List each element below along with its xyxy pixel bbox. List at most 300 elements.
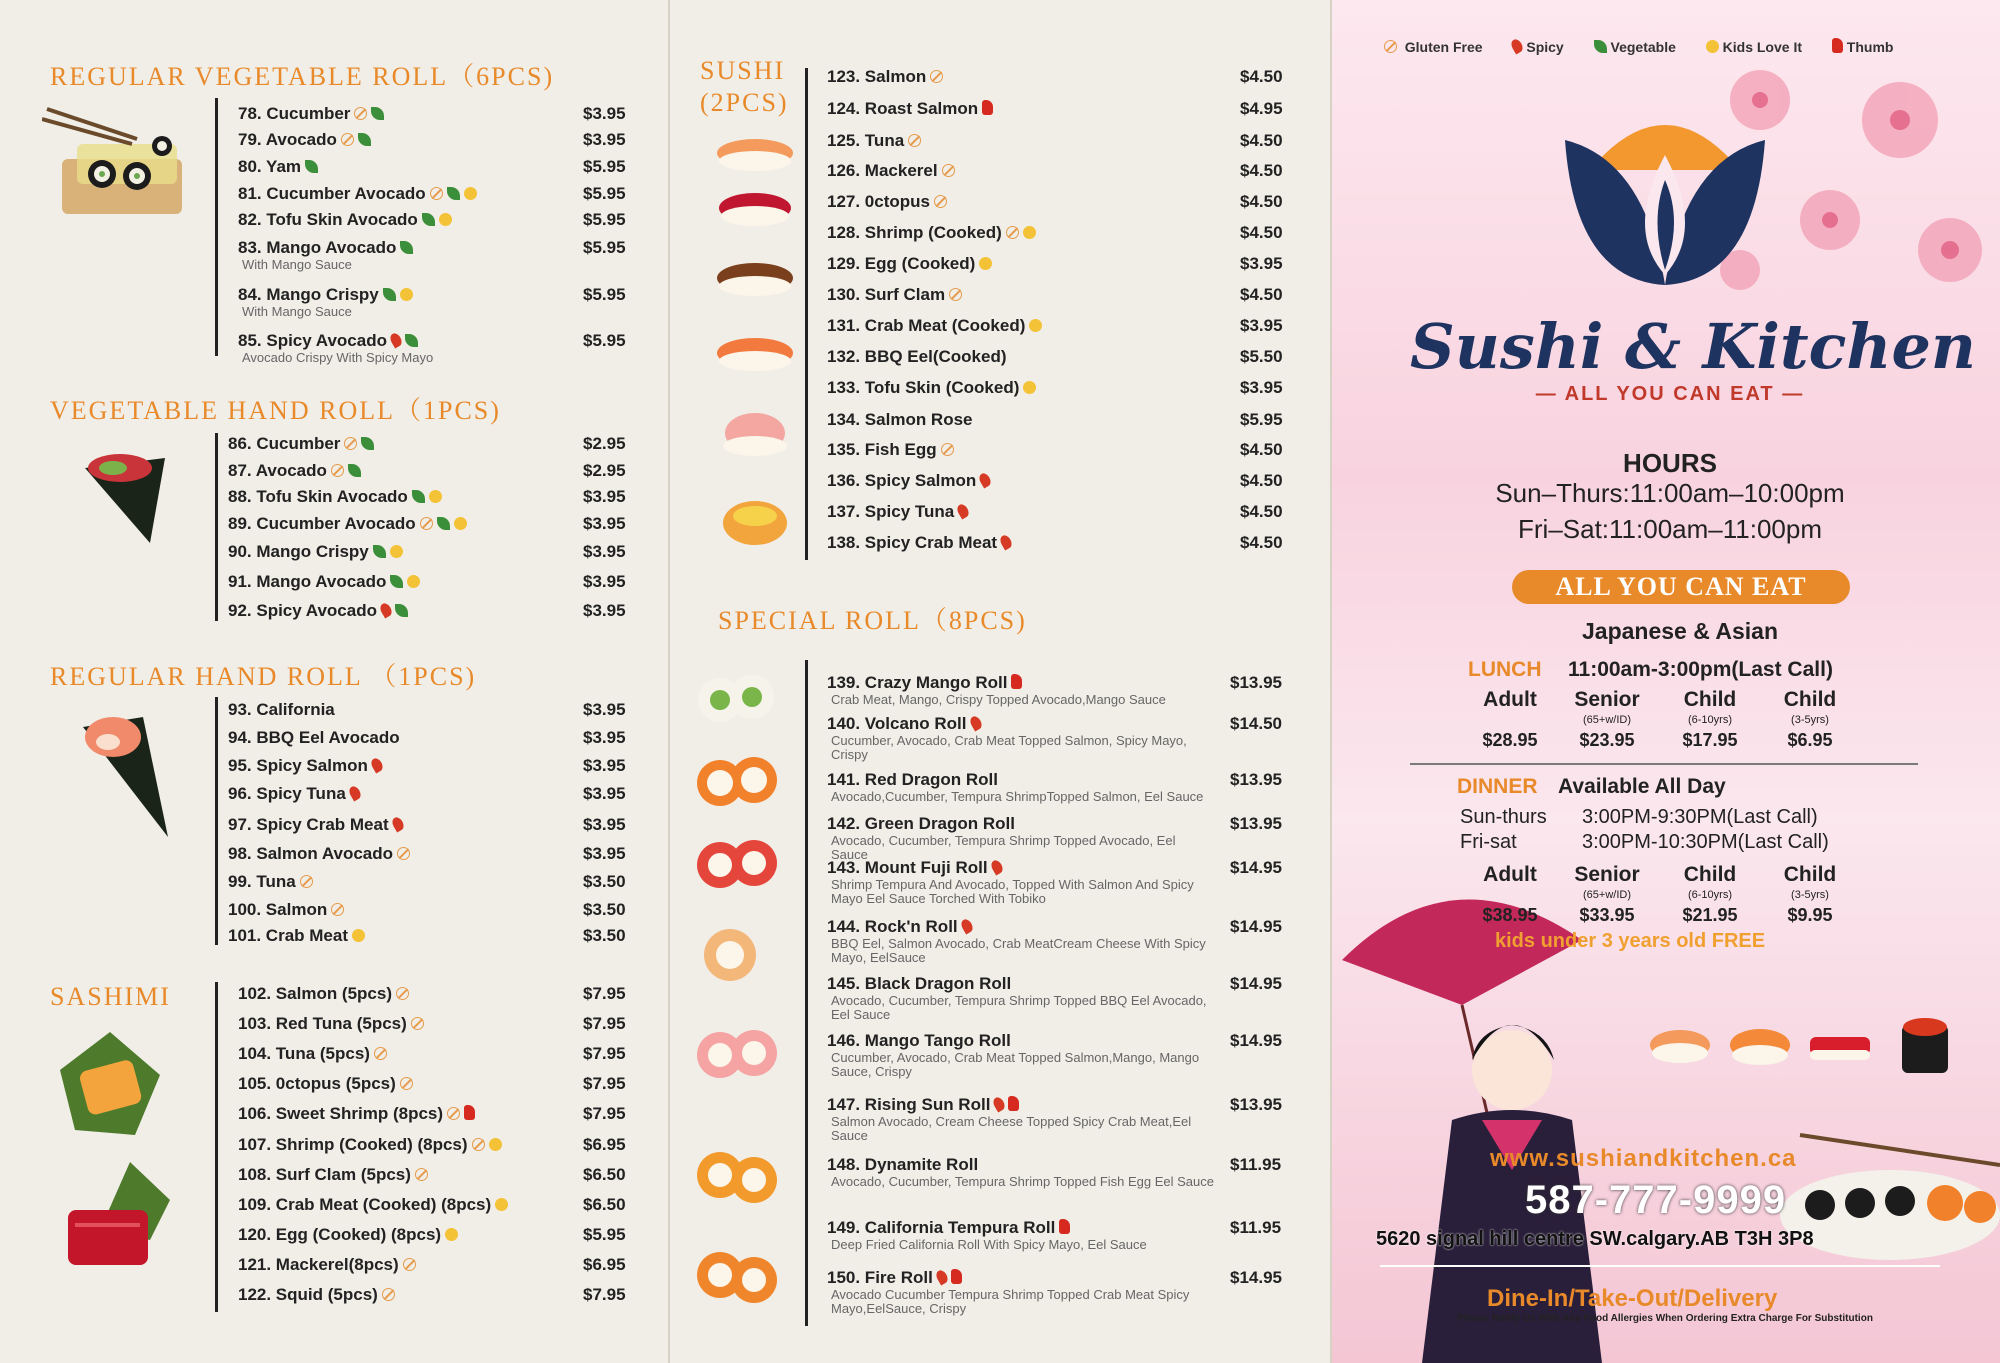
lunch-time: 11:00am-3:00pm(Last Call) (1568, 658, 1833, 681)
menu-item-label: 78. Cucumber (238, 104, 351, 123)
regular-hand-roll-image (78, 712, 178, 842)
hours-line2: Fri–Sat:11:00am–11:00pm (1518, 514, 1822, 544)
menu-item (827, 347, 1007, 367)
dinner-availability: Available All Day (1558, 775, 1726, 798)
menu-item-price: $4.50 (1240, 440, 1283, 459)
vegetable-icon (390, 575, 403, 588)
gluten-free-icon (908, 134, 921, 147)
menu-item-label: 132. BBQ Eel(Cooked) (827, 347, 1007, 366)
menu-item-description: BBQ Eel, Salmon Avocado, Crab MeatCream Cheese With Spicy Mayo, EelSauce (831, 936, 1206, 965)
menu-item-price: $3.95 (583, 601, 626, 620)
menu-item (228, 601, 408, 621)
brand-name: Sushi & Kitchen (1410, 310, 1976, 383)
section-title-regular-veg-roll: REGULAR VEGETABLE ROLL（6PCS) (50, 62, 555, 91)
kids-love-it-icon (1029, 319, 1042, 332)
menu-item (827, 974, 1215, 1022)
menu-item-description: Shrimp Tempura And Avocado, Topped With Salmon And Spicy Mayo Eel Sauce Torched With Tobiko (831, 877, 1194, 906)
menu-item-description: Avocado Cucumber Tempura Shrimp Topped Crab Meat Spicy Mayo,EelSauce, Crispy (831, 1287, 1190, 1316)
hours-line1: Sun–Thurs:11:00am–10:00pm (1495, 478, 1845, 508)
spicy-icon (1510, 37, 1526, 54)
vegetable-icon (395, 604, 408, 617)
gluten-free-icon (934, 195, 947, 208)
thumb-icon (464, 1105, 475, 1120)
menu-item (827, 192, 947, 212)
menu-item-label: 80. Yam (238, 157, 302, 176)
menu-item (228, 844, 410, 864)
menu-item-label: 103. Red Tuna (5pcs) (238, 1014, 407, 1033)
legend-thumb: Thumb (1846, 39, 1894, 55)
menu-item-price: $3.95 (583, 104, 626, 123)
price-tier-note: (6-10yrs) (1687, 714, 1732, 726)
gluten-free-icon (415, 1168, 428, 1181)
kids-love-it-icon (400, 288, 413, 301)
price-tier-name: Senior (1574, 688, 1640, 711)
menu-item (238, 1165, 428, 1185)
hours-title: HOURS (1623, 448, 1717, 478)
menu-item-price: $5.95 (583, 1225, 626, 1244)
sushi-images (700, 128, 810, 558)
spicy-icon (934, 1268, 950, 1285)
price-tier-note: (3-5yrs) (1791, 889, 1829, 901)
menu-item-label: 93. California (228, 700, 335, 719)
gluten-free-icon (396, 987, 409, 1000)
divider (215, 98, 218, 356)
menu-item (228, 487, 442, 507)
menu-item-price: $7.95 (583, 1285, 626, 1304)
kids-love-it-icon (454, 517, 467, 530)
menu-item-price: $5.95 (583, 210, 626, 229)
menu-item-label: 85. Spicy Avocado (238, 331, 387, 350)
spicy-icon (968, 714, 984, 731)
vegetable-icon (405, 334, 418, 347)
menu-item-label: 104. Tuna (5pcs) (238, 1044, 370, 1063)
menu-item (238, 1255, 416, 1275)
spicy-icon (992, 1095, 1008, 1112)
menu-item-description: Avocado Crispy With Spicy Mayo (242, 350, 434, 365)
kids-free-note: kids under 3 years old FREE (1495, 930, 1766, 952)
menu-item-label: 146. Mango Tango Roll (827, 1031, 1011, 1050)
gluten-free-icon (400, 1077, 413, 1090)
menu-item (827, 673, 1166, 707)
menu-item-label: 126. Mackerel (827, 161, 938, 180)
veg-roll-image (42, 104, 202, 224)
menu-item (238, 1044, 387, 1064)
menu-item-price: $5.95 (583, 331, 626, 350)
menu-item-price: $14.95 (1230, 858, 1282, 877)
menu-item-price: $7.95 (583, 1014, 626, 1033)
gluten-free-icon (942, 164, 955, 177)
dinner-label: DINNER (1457, 775, 1538, 798)
divider (805, 660, 808, 1326)
menu-item (827, 533, 1011, 553)
vegetable-icon (412, 490, 425, 503)
menu-item (827, 1095, 1215, 1143)
menu-item-price: $14.95 (1230, 974, 1282, 993)
menu-item-label: 106. Sweet Shrimp (8pcs) (238, 1104, 444, 1123)
website-link[interactable]: www.sushiandkitchen.ca (1490, 1145, 1797, 1172)
vegetable-icon (447, 187, 460, 200)
menu-item-price: $3.95 (583, 756, 626, 775)
price-tier-price: $6.95 (1787, 730, 1833, 750)
special-roll-images (690, 665, 785, 1325)
menu-item-price: $6.50 (583, 1195, 626, 1214)
sashimi-tuna-image (60, 1160, 175, 1280)
menu-item (827, 1268, 1215, 1316)
menu-item (827, 131, 921, 151)
menu-item-price: $3.95 (583, 572, 626, 591)
price-tier-name: Adult (1483, 863, 1537, 886)
menu-item-price: $3.50 (583, 872, 626, 891)
menu-item-price: $14.50 (1230, 714, 1282, 733)
menu-item (827, 440, 954, 460)
menu-item-label: 101. Crab Meat (228, 926, 348, 945)
menu-item-label: 83. Mango Avocado (238, 238, 397, 257)
menu-item-price: $11.95 (1230, 1218, 1282, 1237)
menu-item-label: 89. Cucumber Avocado (228, 514, 416, 533)
menu-item (228, 872, 313, 892)
menu-item-label: 128. Shrimp (Cooked) (827, 223, 1002, 242)
menu-item-price: $4.50 (1240, 471, 1283, 490)
legend-gluten-free: Gluten Free (1404, 39, 1483, 55)
menu-item-label: 148. Dynamite Roll (827, 1155, 979, 1174)
phone-number[interactable]: 587-777-9999 (1525, 1178, 1787, 1222)
menu-item-price: $4.50 (1240, 192, 1283, 211)
menu-item (827, 1031, 1215, 1079)
price-tier-name: Child (1783, 863, 1837, 886)
menu-item-price: $5.50 (1240, 347, 1283, 366)
menu-item-label: 84. Mango Crispy (238, 285, 379, 304)
kids-love-it-icon (495, 1198, 508, 1211)
menu-item-label: 127. 0ctopus (827, 192, 930, 211)
menu-item (238, 285, 413, 319)
price-tier-price: $38.95 (1482, 905, 1538, 925)
gluten-free-icon (331, 903, 344, 916)
menu-item-label: 91. Mango Avocado (228, 572, 387, 591)
thumb-icon (1008, 1096, 1019, 1111)
gluten-free-icon (930, 70, 943, 83)
kids-love-it-icon (439, 213, 452, 226)
menu-item (827, 410, 973, 430)
menu-item-label: 86. Cucumber (228, 434, 341, 453)
menu-item-label: 95. Spicy Salmon (228, 756, 368, 775)
gluten-free-icon (472, 1138, 485, 1151)
menu-item-label: 98. Salmon Avocado (228, 844, 394, 863)
menu-item-label: 138. Spicy Crab Meat (827, 533, 998, 552)
menu-item-label: 144. Rock'n Roll (827, 917, 958, 936)
legend-spicy: Spicy (1526, 39, 1564, 55)
menu-item-label: 102. Salmon (5pcs) (238, 984, 393, 1003)
menu-item-price: $3.95 (583, 784, 626, 803)
menu-item-price: $14.95 (1230, 917, 1282, 936)
menu-item-label: 141. Red Dragon Roll (827, 770, 998, 789)
kids-love-it-icon (445, 1228, 458, 1241)
menu-item-label: 129. Egg (Cooked) (827, 254, 976, 273)
gluten-free-icon (397, 847, 410, 860)
menu-item-label: 135. Fish Egg (827, 440, 937, 459)
section-title-sashimi: SASHIMI (50, 982, 171, 1011)
menu-item-label: 134. Salmon Rose (827, 410, 973, 429)
section-title-special-roll: SPECIAL ROLL（8PCS) (718, 606, 1027, 635)
menu-item (827, 99, 993, 119)
vegetable-icon (422, 213, 435, 226)
vegetable-icon (1594, 40, 1607, 53)
menu-item (238, 238, 413, 272)
gluten-free-icon (403, 1258, 416, 1271)
menu-item (827, 917, 1215, 965)
menu-item-label: 131. Crab Meat (Cooked) (827, 316, 1026, 335)
menu-item (827, 814, 1215, 862)
gluten-free-icon (331, 464, 344, 477)
kids-love-it-icon (979, 257, 992, 270)
menu-item (238, 1104, 475, 1124)
sushi-decoration (1640, 1005, 1960, 1085)
kids-love-it-icon (390, 545, 403, 558)
divider (215, 982, 218, 1312)
dinner-row2-time: 3:00PM-10:30PM(Last Call) (1582, 831, 1829, 853)
menu-item (228, 461, 361, 481)
menu-item-label: 150. Fire Roll (827, 1268, 933, 1287)
menu-item-label: 82. Tofu Skin Avocado (238, 210, 418, 229)
menu-item-price: $11.95 (1230, 1155, 1282, 1174)
cuisine-label: Japanese & Asian (1581, 618, 1779, 644)
vegetable-icon (400, 241, 413, 254)
menu-item (228, 900, 344, 920)
gluten-free-icon (949, 288, 962, 301)
menu-item-label: 143. Mount Fuji Roll (827, 858, 988, 877)
address: 5620 signal hill centre SW.calgary.AB T3H 3P8 (1376, 1228, 1814, 1250)
allergy-note: Please Notify Us With Any Food Allergies When Ordering Extra Charge For Substitution (1457, 1313, 1873, 1324)
vegetable-icon (348, 464, 361, 477)
spicy-icon (959, 917, 975, 934)
spicy-icon (989, 858, 1005, 875)
menu-item-label: 139. Crazy Mango Roll (827, 673, 1008, 692)
kids-love-it-icon (407, 575, 420, 588)
price-tier-note: (65+w/ID) (1583, 889, 1631, 901)
price-tier-name: Child (1683, 688, 1737, 711)
thumb-icon (1059, 1219, 1070, 1234)
menu-item (238, 210, 452, 230)
menu-item-price: $4.50 (1240, 161, 1283, 180)
menu-item (228, 815, 403, 835)
menu-item (827, 471, 990, 491)
menu-item-price: $7.95 (583, 984, 626, 1003)
legend-kids: Kids Love It (1722, 39, 1803, 55)
menu-item (827, 67, 943, 87)
menu-item-price: $6.95 (583, 1255, 626, 1274)
menu-item-label: 90. Mango Crispy (228, 542, 369, 561)
menu-item (228, 700, 335, 720)
menu-item-price: $3.95 (1240, 254, 1283, 273)
divider (1380, 1265, 1940, 1267)
menu-item-price: $7.95 (583, 1074, 626, 1093)
menu-item-price: $4.50 (1240, 223, 1283, 242)
gluten-free-icon (374, 1047, 387, 1060)
section-title-regular-hand-roll: REGULAR HAND ROLL （1PCS) (50, 662, 477, 691)
vegetable-icon (358, 133, 371, 146)
price-tier-name: Child (1683, 863, 1737, 886)
price-tier-note: (3-5yrs) (1791, 714, 1829, 726)
menu-item-price: $3.95 (583, 514, 626, 533)
menu-item-label: 122. Squid (5pcs) (238, 1285, 378, 1304)
price-tier-price: $28.95 (1482, 730, 1538, 750)
menu-item-price: $3.50 (583, 900, 626, 919)
service-options: Dine-In/Take-Out/Delivery (1487, 1285, 1778, 1312)
menu-item-label: 109. Crab Meat (Cooked) (8pcs) (238, 1195, 492, 1214)
tagline-text: ALL YOU CAN EAT (1564, 383, 1775, 405)
gluten-free-icon (411, 1017, 424, 1030)
menu-item-label: 92. Spicy Avocado (228, 601, 377, 620)
menu-item-price: $5.95 (583, 238, 626, 257)
menu-item (827, 502, 968, 522)
price-tier-price: $33.95 (1579, 905, 1635, 925)
price-tier-price: $23.95 (1579, 730, 1635, 750)
menu-item (238, 1074, 413, 1094)
vegetable-icon (361, 437, 374, 450)
kids-love-it-icon (1023, 226, 1036, 239)
dinner-row1-day: Sun-thurs (1460, 806, 1547, 828)
menu-item-label: 99. Tuna (228, 872, 296, 891)
menu-item-price: $6.50 (583, 1165, 626, 1184)
gluten-free-icon (447, 1107, 460, 1120)
menu-item-price: $3.95 (1240, 316, 1283, 335)
price-tier-note: (6-10yrs) (1687, 889, 1732, 901)
gluten-free-icon (1384, 40, 1397, 53)
brand-tagline: — ALL YOU CAN EAT — (1535, 383, 1805, 405)
menu-item-label: 123. Salmon (827, 67, 927, 86)
menu-item-price: $5.95 (583, 157, 626, 176)
vegetable-icon (383, 288, 396, 301)
spicy-icon (378, 601, 394, 618)
menu-item (238, 1014, 424, 1034)
brand-logo-icon (1555, 100, 1775, 300)
menu-item (238, 104, 384, 124)
menu-item-price: $5.95 (583, 184, 626, 203)
menu-item-description: Deep Fried California Roll With Spicy Mayo, Eel Sauce (831, 1237, 1147, 1252)
menu-item-price: $3.95 (583, 844, 626, 863)
menu-item-price: $5.95 (1240, 410, 1283, 429)
menu-item-label: 125. Tuna (827, 131, 905, 150)
kids-love-it-icon (429, 490, 442, 503)
thumb-icon (982, 100, 993, 115)
menu-item-description: With Mango Sauce (242, 257, 352, 272)
section-title-sushi-pcs: (2PCS) (700, 88, 789, 117)
menu-item (238, 331, 433, 365)
menu-item-price: $2.95 (583, 434, 626, 453)
menu-item-price: $3.95 (583, 728, 626, 747)
menu-item-label: 88. Tofu Skin Avocado (228, 487, 408, 506)
lunch-label: LUNCH (1468, 658, 1542, 681)
menu-item-label: 149. California Tempura Roll (827, 1218, 1056, 1237)
menu-item-price: $3.95 (583, 542, 626, 561)
price-tier-note: (65+w/ID) (1583, 714, 1631, 726)
kids-love-it-icon (464, 187, 477, 200)
menu-item-price: $13.95 (1230, 814, 1282, 833)
menu-item (827, 1218, 1147, 1252)
gluten-free-icon (300, 875, 313, 888)
menu-item-price: $3.95 (583, 700, 626, 719)
menu-item-description: With Mango Sauce (242, 304, 352, 319)
menu-item (827, 316, 1042, 336)
menu-item-price: $13.95 (1230, 673, 1282, 692)
menu-item (238, 184, 477, 204)
menu-item (827, 714, 1215, 762)
menu-item (238, 1195, 508, 1215)
menu-item (827, 285, 962, 305)
menu-item-label: 145. Black Dragon Roll (827, 974, 1012, 993)
menu-item-label: 96. Spicy Tuna (228, 784, 346, 803)
menu-item (827, 1155, 1214, 1189)
menu-item (228, 784, 360, 804)
menu-item (238, 1285, 395, 1305)
menu-item (827, 378, 1036, 398)
menu-item-description: Salmon Avocado, Cream Cheese Topped Spicy Crab Meat,Eel Sauce (831, 1114, 1192, 1143)
ayce-banner-text: ALL YOU CAN EAT (1555, 572, 1807, 601)
menu-item-label: 136. Spicy Salmon (827, 471, 977, 490)
menu-item-label: 105. 0ctopus (5pcs) (238, 1074, 396, 1093)
menu-item-price: $13.95 (1230, 1095, 1282, 1114)
menu-item (238, 130, 371, 150)
menu-item-description: Crab Meat, Mango, Crispy Topped Avocado,Mango Sauce (831, 692, 1166, 707)
menu-item-price: $4.50 (1240, 67, 1283, 86)
menu-item-price: $3.50 (583, 926, 626, 945)
price-tier-price: $9.95 (1787, 905, 1833, 925)
menu-item (228, 728, 400, 748)
price-tier-name: Adult (1483, 688, 1537, 711)
menu-item-label: 97. Spicy Crab Meat (228, 815, 389, 834)
menu-item-label: 147. Rising Sun Roll (827, 1095, 991, 1114)
vegetable-icon (371, 107, 384, 120)
menu-item-label: 133. Tofu Skin (Cooked) (827, 378, 1020, 397)
gluten-free-icon (420, 517, 433, 530)
kids-love-it-icon (352, 929, 365, 942)
menu-item-price: $4.50 (1240, 285, 1283, 304)
thumb-icon (1011, 674, 1022, 689)
menu-item-label: 137. Spicy Tuna (827, 502, 955, 521)
menu-item-price: $4.50 (1240, 533, 1283, 552)
menu-item (228, 542, 403, 562)
vegetable-icon (305, 160, 318, 173)
price-tier-name: Senior (1574, 863, 1640, 886)
menu-item-description: Avocado, Cucumber, Tempura Shrimp Topped Avocado, Eel Sauce (831, 833, 1176, 862)
gluten-free-icon (1006, 226, 1019, 239)
menu-item-price: $4.50 (1240, 131, 1283, 150)
price-tier-price: $17.95 (1682, 730, 1738, 750)
menu-item (228, 756, 382, 776)
menu-item-description: Cucumber, Avocado, Crab Meat Topped Salmon, Spicy Mayo, Crispy (831, 733, 1187, 762)
sushi-platter-decoration (1780, 1125, 2000, 1275)
menu-item-label: 130. Surf Clam (827, 285, 946, 304)
menu-item-price: $14.95 (1230, 1268, 1282, 1287)
menu-item-price: $13.95 (1230, 770, 1282, 789)
menu-item-price: $4.95 (1240, 99, 1283, 118)
menu-item (827, 858, 1215, 906)
gluten-free-icon (382, 1288, 395, 1301)
menu-item (238, 1135, 502, 1155)
kids-love-it-icon (489, 1138, 502, 1151)
dinner-row2-day: Fri-sat (1460, 831, 1517, 853)
section-title-sushi: SUSHI (700, 56, 786, 85)
menu-item-price: $7.95 (583, 1104, 626, 1123)
menu-item (827, 254, 992, 274)
dinner-row1-time: 3:00PM-9:30PM(Last Call) (1582, 806, 1818, 828)
price-tier-name: Child (1783, 688, 1837, 711)
menu-item-price: $3.95 (583, 487, 626, 506)
menu-item-price: $7.95 (583, 1044, 626, 1063)
menu-item-description: Avocado,Cucumber, Tempura ShrimpTopped Salmon, Eel Sauce (831, 789, 1204, 804)
menu-item-price: $2.95 (583, 461, 626, 480)
menu-item-label: 79. Avocado (238, 130, 337, 149)
divider (215, 697, 218, 945)
